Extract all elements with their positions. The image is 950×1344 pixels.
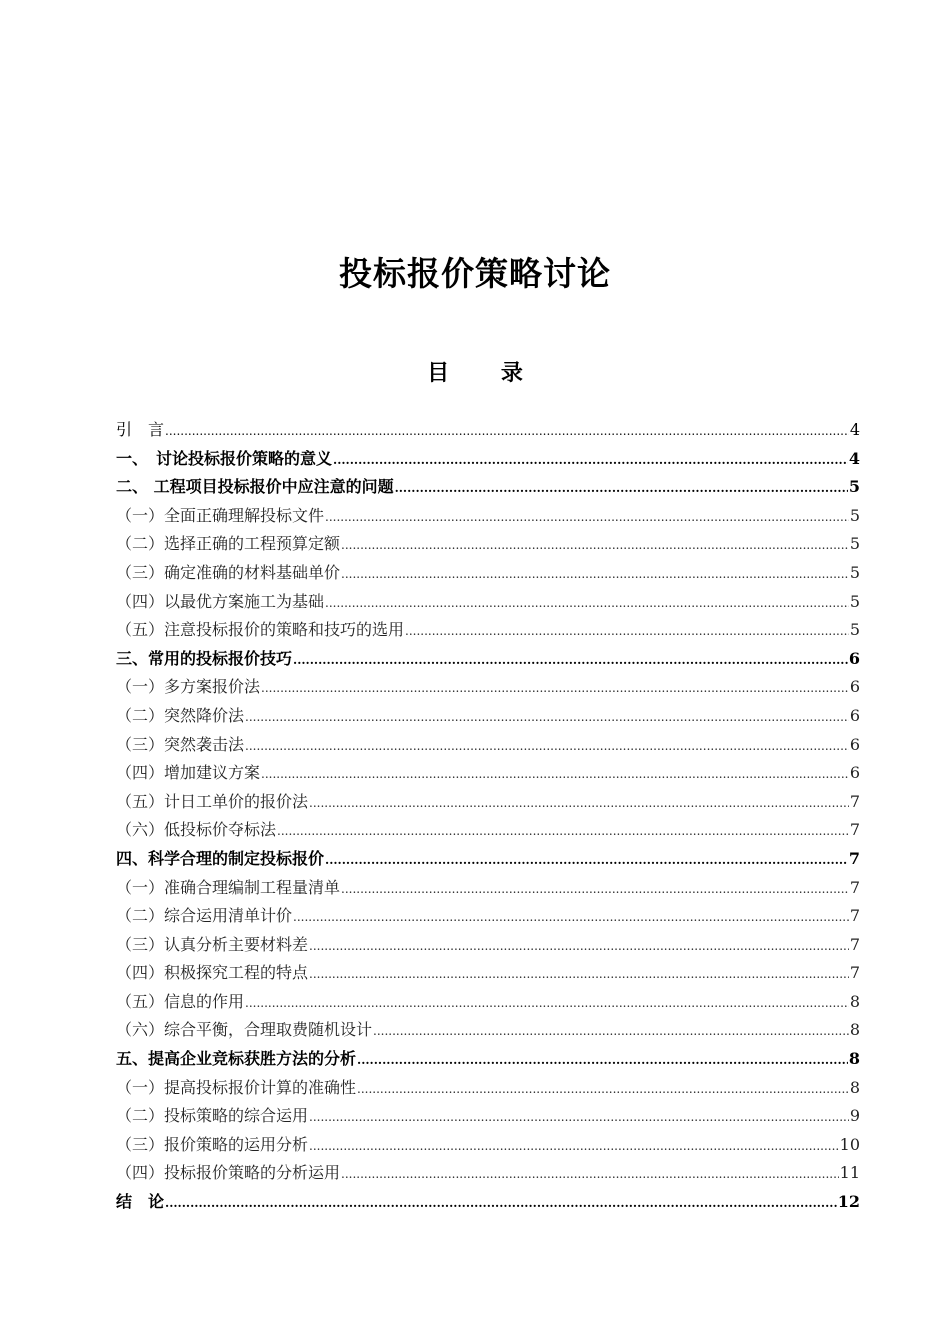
toc-entry[interactable] — [116, 1016, 860, 1045]
toc-entry[interactable] — [116, 588, 860, 617]
document-title: 投标报价策略讨论 — [339, 254, 611, 293]
toc-dot-leader — [309, 1132, 839, 1160]
toc-entry-label: 一、 讨论投标报价策略的意义 — [116, 448, 333, 468]
toc-entry-page: 8 — [849, 991, 860, 1011]
toc-entry[interactable] — [116, 845, 860, 874]
toc-dot-leader — [341, 1160, 839, 1188]
toc-dot-leader — [261, 760, 849, 788]
toc-entry[interactable] — [116, 1188, 860, 1217]
toc-entry-page: 7 — [849, 934, 860, 954]
toc-entry[interactable] — [116, 731, 860, 760]
toc-dot-leader — [325, 503, 849, 531]
toc-entry-page: 5 — [849, 534, 860, 554]
toc-entry-label: （二）选择正确的工程预算定额 — [116, 534, 341, 554]
toc-entry[interactable] — [116, 874, 860, 903]
toc-entry-label: 四、科学合理的制定投标报价 — [116, 848, 325, 868]
toc-entry-page: 6 — [849, 763, 860, 783]
toc-dot-leader — [341, 875, 849, 903]
toc-entry[interactable] — [116, 759, 860, 788]
toc-entry-label: （二）投标策略的综合运用 — [116, 1106, 309, 1126]
toc-dot-leader — [309, 789, 849, 817]
toc-entry-page: 4 — [848, 448, 860, 468]
toc-entry-label: （四）积极探究工程的特点 — [116, 963, 309, 983]
toc-entry[interactable] — [116, 902, 860, 931]
toc-entry-label: （四）以最优方案施工为基础 — [116, 591, 325, 611]
toc-entry-page: 5 — [848, 477, 860, 497]
toc-entry-label: （一）准确合理编制工程量清单 — [116, 877, 341, 897]
toc-entry-page: 7 — [849, 820, 860, 840]
toc-entry[interactable] — [116, 445, 860, 474]
toc-entry-label: （一）全面正确理解投标文件 — [116, 505, 325, 525]
toc-entry-label: （二）综合运用清单计价 — [116, 906, 293, 926]
toc-entry-page: 8 — [849, 1077, 860, 1097]
toc-entry-page: 11 — [839, 1163, 860, 1183]
toc-entry[interactable] — [116, 1102, 860, 1131]
toc-entry-label: （五）注意投标报价的策略和技巧的选用 — [116, 620, 405, 640]
toc-entry-page: 5 — [849, 562, 860, 582]
toc-dot-leader — [309, 1103, 849, 1131]
toc-entry[interactable] — [116, 788, 860, 817]
table-of-contents — [116, 416, 860, 1217]
toc-entry-label: 五、提高企业竞标获胜方法的分析 — [116, 1049, 357, 1069]
toc-entry-page: 7 — [849, 877, 860, 897]
toc-dot-leader — [333, 446, 848, 474]
toc-dot-leader — [165, 417, 849, 445]
toc-entry-page: 6 — [849, 705, 860, 725]
toc-entry-page: 8 — [849, 1020, 860, 1040]
toc-entry[interactable] — [116, 702, 860, 731]
toc-dot-leader — [341, 531, 849, 559]
toc-entry-page: 10 — [839, 1134, 860, 1154]
toc-entry[interactable] — [116, 1131, 860, 1160]
toc-dot-leader — [293, 903, 849, 931]
toc-dot-leader — [245, 989, 849, 1017]
toc-entry[interactable] — [116, 502, 860, 531]
toc-entry[interactable] — [116, 645, 860, 674]
toc-dot-leader — [309, 960, 849, 988]
toc-dot-leader — [405, 617, 849, 645]
toc-entry-label: （三）突然袭击法 — [116, 734, 245, 754]
toc-entry[interactable] — [116, 1045, 860, 1074]
toc-entry[interactable] — [116, 988, 860, 1017]
toc-dot-leader — [357, 1046, 848, 1074]
toc-entry-label: 引 言 — [116, 420, 165, 439]
toc-entry-page: 6 — [848, 648, 860, 668]
toc-entry-page: 9 — [849, 1106, 860, 1126]
toc-entry-label: （一）提高投标报价计算的准确性 — [116, 1077, 357, 1097]
toc-entry-page: 7 — [849, 906, 860, 926]
toc-entry[interactable] — [116, 816, 860, 845]
toc-entry[interactable] — [116, 559, 860, 588]
toc-entry-page: 6 — [849, 677, 860, 697]
toc-entry[interactable] — [116, 473, 860, 502]
toc-entry[interactable] — [116, 931, 860, 960]
toc-entry[interactable] — [116, 1074, 860, 1103]
toc-entry-label: （三）认真分析主要材料差 — [116, 934, 309, 954]
toc-entry-page: 5 — [849, 505, 860, 525]
toc-entry-page: 5 — [849, 620, 860, 640]
toc-entry-page: 8 — [848, 1049, 860, 1069]
toc-entry-label: （五）信息的作用 — [116, 991, 245, 1011]
toc-dot-leader — [277, 817, 849, 845]
toc-dot-leader — [261, 674, 849, 702]
toc-dot-leader — [373, 1017, 849, 1045]
toc-entry-page: 4 — [849, 420, 860, 439]
toc-entry-label: （二）突然降价法 — [116, 705, 245, 725]
toc-entry-label: （五）计日工单价的报价法 — [116, 791, 309, 811]
toc-entry[interactable] — [116, 1159, 860, 1188]
toc-entry-page: 7 — [849, 791, 860, 811]
toc-dot-leader — [165, 1189, 837, 1217]
toc-dot-leader — [341, 560, 849, 588]
toc-entry-label: 三、常用的投标报价技巧 — [116, 648, 293, 668]
toc-entry-label: （六）综合平衡，合理取费随机设计 — [116, 1020, 373, 1040]
toc-entry[interactable] — [116, 530, 860, 559]
toc-entry-label: （一）多方案报价法 — [116, 677, 261, 697]
toc-entry-label: （六）低投标价夺标法 — [116, 820, 277, 840]
toc-entry-label: 二、 工程项目投标报价中应注意的问题 — [116, 477, 394, 497]
toc-dot-leader — [245, 703, 849, 731]
toc-entry-page: 6 — [849, 734, 860, 754]
toc-dot-leader — [309, 932, 849, 960]
toc-dot-leader — [325, 846, 848, 874]
toc-entry-label: 结 论 — [116, 1192, 165, 1212]
toc-entry-label: （四）增加建议方案 — [116, 763, 261, 783]
toc-dot-leader — [395, 474, 848, 502]
toc-entry[interactable] — [116, 673, 860, 702]
toc-entry[interactable] — [116, 416, 860, 445]
toc-dot-leader — [325, 589, 849, 617]
toc-entry[interactable] — [116, 959, 860, 988]
toc-entry-page: 7 — [849, 963, 860, 983]
toc-entry-page: 5 — [849, 591, 860, 611]
toc-entry-label: （四）投标报价策略的分析运用 — [116, 1163, 341, 1183]
toc-dot-leader — [293, 646, 848, 674]
toc-dot-leader — [357, 1075, 849, 1103]
toc-dot-leader — [245, 732, 849, 760]
toc-heading: 目 录 — [427, 361, 523, 386]
toc-entry-label: （三）确定准确的材料基础单价 — [116, 562, 341, 582]
toc-entry-page: 12 — [837, 1192, 860, 1212]
toc-entry-page: 7 — [848, 848, 860, 868]
toc-entry-label: （三）报价策略的运用分析 — [116, 1134, 309, 1154]
toc-entry[interactable] — [116, 616, 860, 645]
